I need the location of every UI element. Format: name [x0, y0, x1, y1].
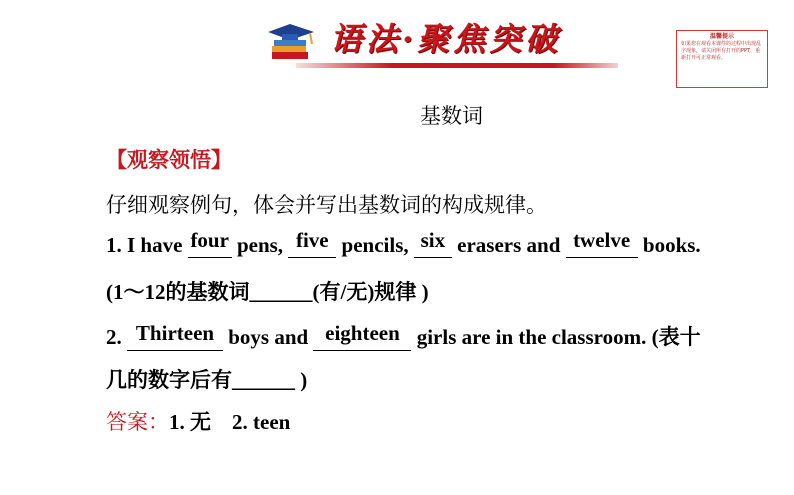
q1-answer-1: four — [190, 228, 229, 252]
q1-blank-3 — [414, 228, 452, 258]
reminder-text: 如果您在观看本课件的过程中出现乱字现象，请关闭所有打开的PPT，重新打开可正常观看。 — [681, 41, 762, 61]
reminder-title: 温馨提示 — [709, 33, 734, 40]
answer-line — [106, 406, 290, 436]
slide-title: 语法·聚焦突破 — [330, 20, 562, 58]
section-heading: 基数词 — [420, 104, 483, 128]
q1-blank-1 — [188, 228, 232, 258]
question-2-continued: 几的数字后有______ ) — [106, 368, 308, 392]
q1-answer-4: twelve — [573, 228, 631, 252]
answer-label: 答案： — [106, 410, 169, 434]
slide-header — [0, 0, 794, 90]
q2-text: 2. — [106, 325, 127, 349]
reminder-box — [676, 30, 768, 88]
q2-answer-2: eighteen — [325, 321, 400, 345]
q2-answer-1: Thirteen — [135, 321, 215, 345]
q1-answer-3: six — [420, 228, 446, 252]
q1-text: pens, — [231, 233, 289, 257]
q2-text: boys and — [223, 325, 314, 349]
observe-heading: 【观察领悟】 — [106, 148, 232, 172]
q1-text: 1. I have — [106, 233, 188, 257]
q1-text: books. — [637, 233, 701, 257]
question-2 — [106, 321, 701, 351]
q2-blank-2 — [313, 321, 411, 351]
instruction-text: 仔细观察例句，体会并写出基数词的构成规律。 — [106, 193, 547, 217]
q1-blank-2 — [288, 228, 336, 258]
q1-answer-2: five — [295, 228, 329, 252]
q1-text: erasers and — [451, 233, 566, 257]
question-1 — [106, 228, 701, 258]
q1-blank-4 — [566, 228, 638, 258]
question-1-note: (1～12的基数词______(有/无)规律 ) — [106, 280, 429, 304]
q2-blank-1 — [127, 321, 223, 351]
title-underline — [296, 63, 618, 68]
q2-text: girls are in the classroom. (表十 — [411, 325, 701, 349]
q1-text: pencils, — [336, 233, 414, 257]
graduation-cap-books-icon — [266, 22, 318, 66]
answer-text: 1. 无 2. teen — [169, 410, 291, 434]
